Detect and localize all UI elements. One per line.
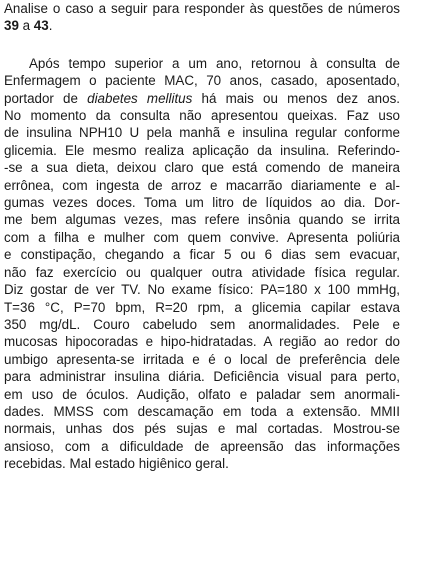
- case-line: Enfermagem o paciente MAC, 70 anos, casado, aposentado,: [4, 73, 400, 89]
- case-line: [4, 90, 400, 107]
- case-line: me bem algumas vezes, mas refere insônia quando se irrita: [4, 212, 400, 228]
- case-line: errônea, com ingesta de arroz e macarrão diariamente e al-: [4, 177, 400, 193]
- question-end-number: 43: [33, 18, 49, 34]
- case-line: com a filha e mulher com quem convive. Apresenta poliúria: [4, 229, 400, 245]
- case-line: normais, unhas dos pés sujas e mal cortadas. Mostrou-se: [4, 421, 400, 437]
- case-line: ansioso, com a dificuldade de apreensão das informações: [4, 438, 400, 454]
- case-line: T=36 °C, P=70 bpm, R=20 rpm, a glicemia capilar estava: [4, 299, 400, 315]
- case-line: de insulina NPH10 U pela manhã e insulina regular conforme: [4, 125, 400, 141]
- case-instruction: [4, 0, 400, 35]
- case-line: mucosas hipocoradas e hipo-hidratadas. A região ao redor do: [4, 334, 400, 350]
- case-line: para administrar insulina diária. Deficiência visual para perto,: [4, 369, 400, 385]
- case-text: há mais ou menos dez anos.: [192, 90, 400, 106]
- case-line: glicemia. Ele mesmo realiza aplicação da insulina. Referindo-: [4, 142, 400, 158]
- instruction-text: Analise o caso a seguir para responder às questões de números: [4, 1, 400, 16]
- case-line: recebidas. Mal estado higiênico geral.: [4, 456, 229, 472]
- case-line: em uso de óculos. Audição, olfato e paladar sem anormali-: [4, 386, 400, 402]
- case-line: gumas vezes doces. Toma um litro de líquidos ao dia. Dor-: [4, 195, 400, 211]
- case-line: dades. MMSS com descamação em toda a extensão. MMII: [4, 403, 400, 419]
- case-line: 350 mg/dL. Couro cabeludo sem anormalidades. Pele e: [4, 316, 400, 332]
- case-line: No momento da consulta não apresentou queixas. Faz uso: [4, 108, 400, 124]
- case-line: -se a sua dieta, deixou claro que está comendo de maneira: [4, 160, 400, 176]
- instruction-connector: a: [18, 18, 34, 34]
- clinical-case-paragraph: [4, 55, 400, 473]
- case-text: portador de: [4, 90, 88, 106]
- instruction-suffix: .: [48, 18, 53, 34]
- case-line: e constipação, chegando a ficar 5 ou 6 dias sem evacuar,: [4, 247, 400, 263]
- exam-page: [4, 0, 400, 473]
- case-line: não faz exercício ou qualquer outra atividade física regular.: [4, 264, 400, 280]
- case-line: umbigo apresenta-se irritada e é o local de preferência dele: [4, 351, 400, 367]
- diagnosis-term: diabetes mellitus: [87, 90, 193, 106]
- question-start-number: 39: [4, 18, 19, 34]
- case-line: Diz gostar de ver TV. No exame físico: PA=180 x 100 mmHg,: [4, 282, 400, 298]
- case-line: Após tempo superior a um ano, retornou à consulta de: [29, 55, 400, 71]
